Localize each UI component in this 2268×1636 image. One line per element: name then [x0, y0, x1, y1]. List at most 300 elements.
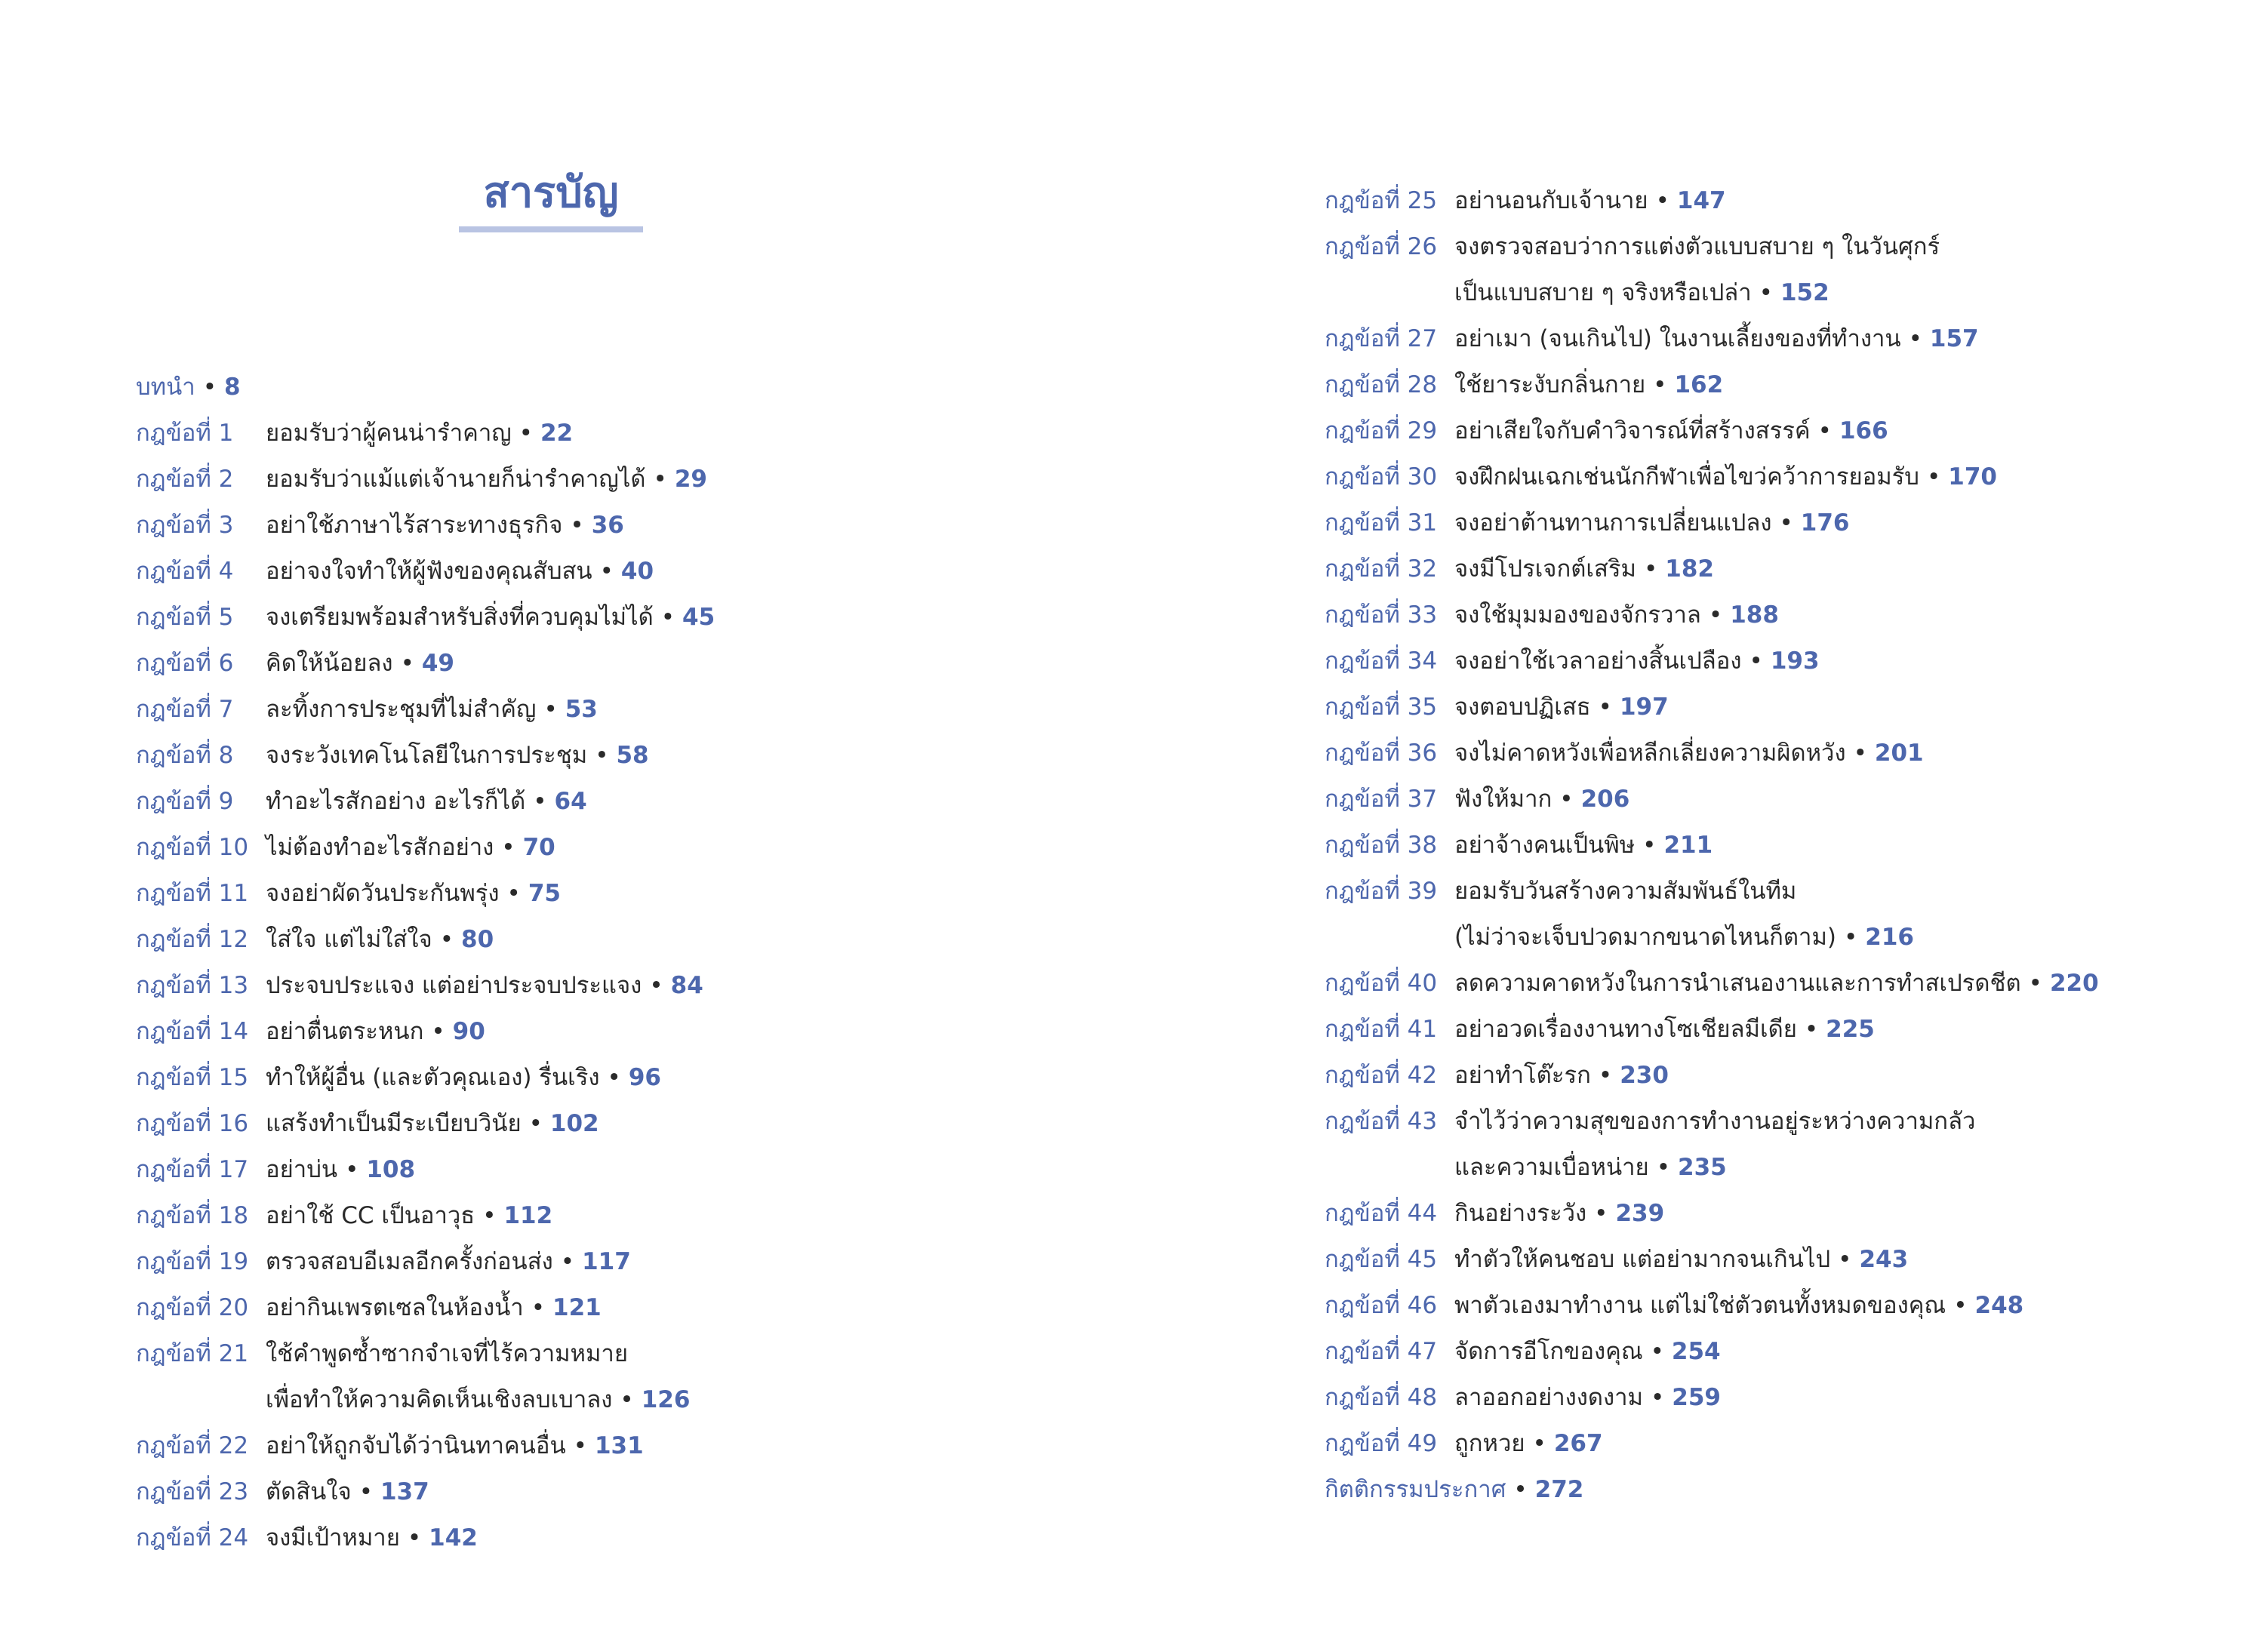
entry-separator: • — [1853, 740, 1867, 767]
entry-page-number: 230 — [1620, 1062, 1669, 1089]
toc-entry[interactable] — [136, 917, 494, 962]
entry-separator: • — [533, 788, 547, 815]
entry-page-number: 8 — [224, 374, 241, 401]
toc-entry[interactable] — [1325, 1421, 1603, 1466]
entry-title: จงตอบปฏิเสธ — [1454, 693, 1591, 721]
entry-title-line — [266, 1009, 485, 1055]
entry-title-block — [266, 595, 715, 641]
entry-label: กฎข้อที่ 16 — [136, 1110, 249, 1137]
entry-title-block — [266, 641, 454, 687]
entry-title-line — [266, 549, 654, 595]
toc-entry[interactable] — [1325, 316, 1979, 361]
entry-label: กฎข้อที่ 7 — [136, 696, 234, 723]
entry-separator: • — [1559, 786, 1574, 813]
toc-entry[interactable] — [1325, 1237, 1908, 1282]
entry-title-block — [1454, 408, 1888, 454]
entry-title-line — [266, 825, 555, 871]
toc-entry[interactable] — [1325, 684, 1669, 730]
entry-title: อย่าอวดเรื่องงานทางโซเชียลมีเดีย — [1454, 1016, 1797, 1043]
entry-label: กฎข้อที่ 41 — [1325, 1016, 1438, 1043]
toc-entry[interactable] — [136, 1423, 644, 1468]
toc-entry[interactable] — [1325, 1053, 1669, 1098]
entry-page-number: 157 — [1929, 325, 1979, 352]
entry-title-line — [1454, 1237, 1908, 1283]
entry-label: กฎข้อที่ 23 — [136, 1478, 249, 1505]
toc-entry[interactable] — [136, 595, 715, 640]
entry-title-block — [1454, 1375, 1721, 1421]
entry-label: กฎข้อที่ 42 — [1325, 1062, 1438, 1089]
toc-entry[interactable] — [136, 1193, 552, 1238]
entry-title-line — [266, 457, 707, 503]
entry-title-block — [1454, 1007, 1875, 1053]
entry-title: ตรวจสอบอีเมลอีกครั้งก่อนส่ง — [266, 1248, 553, 1275]
entry-label: กฎข้อที่ 3 — [136, 512, 234, 539]
entry-page-number: 22 — [540, 420, 574, 447]
entry-label: กฎข้อที่ 22 — [136, 1432, 249, 1459]
entry-separator: • — [1817, 417, 1832, 444]
entry-page-number: 201 — [1874, 740, 1924, 767]
entry-title: ลดความคาดหวังในการนำเสนองานและการทำสเปรดชีต — [1454, 970, 2021, 997]
entry-page-number: 102 — [549, 1110, 599, 1137]
entry-title-line — [1454, 592, 1779, 638]
entry-separator: • — [599, 558, 614, 585]
entry-separator: • — [1532, 1430, 1546, 1457]
entry-label: กฎข้อที่ 20 — [136, 1294, 249, 1321]
entry-separator: • — [1650, 1338, 1664, 1365]
entry-label: กฎข้อที่ 4 — [136, 558, 234, 585]
entry-page-number: 108 — [366, 1156, 416, 1183]
toc-entry[interactable] — [1325, 546, 1714, 592]
entry-title-block — [266, 1285, 602, 1331]
entry-page-number: 49 — [421, 650, 454, 677]
toc-entry[interactable] — [136, 963, 703, 1008]
entry-label: กิตติกรรมประกาศ — [1325, 1476, 1506, 1503]
entry-title-block — [1454, 1283, 2023, 1329]
entry-separator: • — [1708, 601, 1723, 629]
entry-separator: • — [1953, 1292, 1968, 1319]
entry-title-block — [1454, 961, 2099, 1007]
entry-title-block — [266, 1147, 415, 1193]
entry-page-number: 272 — [1534, 1476, 1584, 1503]
entry-label: กฎข้อที่ 44 — [1325, 1200, 1438, 1227]
entry-title: ยอมรับว่าแม้แต่เจ้านายก็น่ารำคาญได้ — [266, 466, 646, 493]
toc-entry[interactable] — [136, 411, 573, 456]
entry-title-line — [1454, 915, 1914, 961]
entry-title-line — [266, 1285, 602, 1331]
entry-title: จงฝึกฝนเฉกเช่นนักกีฬาเพื่อไขว่คว้าการยอมรับ — [1454, 463, 1919, 490]
entry-title: ถูกหวย — [1454, 1430, 1525, 1457]
entry-separator: • — [1598, 1062, 1613, 1089]
entry-title-line — [266, 1147, 415, 1193]
entry-title-block — [266, 411, 573, 457]
entry-title-line — [1454, 1375, 1721, 1421]
entry-separator: • — [519, 420, 533, 447]
entry-title-block — [266, 733, 649, 779]
toc-entry[interactable] — [136, 871, 561, 916]
entry-label: กฎข้อที่ 13 — [136, 972, 249, 999]
entry-separator: • — [1594, 1200, 1608, 1227]
entry-page-number: 254 — [1671, 1338, 1721, 1365]
entry-page-number: 58 — [616, 742, 649, 769]
entry-title-line — [1454, 224, 1940, 270]
entry-title: และความเบื่อหน่าย — [1454, 1154, 1649, 1181]
entry-page-number: 176 — [1800, 509, 1850, 537]
entry-separator: • — [1655, 187, 1669, 214]
entry-label: กฎข้อที่ 40 — [1325, 970, 1438, 997]
entry-label: กฎข้อที่ 12 — [136, 926, 249, 953]
entry-title-block — [1454, 500, 1850, 546]
entry-title: ใส่ใจ แต่ไม่ใส่ใจ — [266, 926, 432, 953]
entry-title-line — [266, 963, 703, 1009]
toc-entry[interactable] — [136, 779, 587, 824]
toc-entry[interactable] — [1325, 1375, 1721, 1420]
entry-separator: • — [1643, 555, 1658, 583]
entry-label: กฎข้อที่ 24 — [136, 1524, 249, 1551]
entry-title-line — [1454, 638, 1820, 684]
toc-entry[interactable] — [136, 457, 707, 502]
entry-title: แสร้งทำเป็นมีระเบียบวินัย — [266, 1110, 522, 1137]
entry-title-line — [1454, 362, 1723, 408]
entry-separator: • — [501, 834, 515, 861]
toc-entry[interactable] — [136, 825, 555, 870]
entry-label: กฎข้อที่ 2 — [136, 466, 234, 493]
entry-page-number: 121 — [552, 1294, 602, 1321]
entry-page-number: 216 — [1865, 924, 1915, 951]
entry-page-number: 162 — [1674, 371, 1724, 398]
entry-separator: • — [1656, 1154, 1670, 1181]
entry-title-block — [266, 1469, 429, 1515]
entry-title-line — [266, 917, 494, 963]
toc-entry[interactable] — [136, 364, 241, 410]
entry-title: กินอย่างระวัง — [1454, 1200, 1587, 1227]
entry-title-line — [1454, 270, 1940, 316]
entry-title: จงมีโปรเจกต์เสริม — [1454, 555, 1636, 583]
entry-title-block — [266, 1101, 599, 1147]
entry-separator: • — [543, 696, 558, 723]
toc-entry[interactable] — [136, 1009, 485, 1054]
entry-title-block — [1454, 362, 1723, 408]
toc-entry[interactable] — [136, 1515, 478, 1561]
entry-title: จงไม่คาดหวังเพื่อหลีกเลี่ยงความผิดหวัง — [1454, 740, 1846, 767]
entry-label: กฎข้อที่ 36 — [1325, 740, 1438, 767]
entry-title-line — [266, 1423, 644, 1469]
entry-title-line — [1454, 869, 1914, 915]
entry-title-line — [1454, 1329, 1721, 1375]
entry-separator: • — [359, 1478, 373, 1505]
entry-title-block — [1454, 638, 1820, 684]
entry-separator: • — [570, 512, 584, 539]
toc-entry[interactable] — [1325, 1007, 1875, 1052]
entry-label: กฎข้อที่ 14 — [136, 1018, 249, 1045]
entry-page-number: 243 — [1859, 1246, 1909, 1273]
entry-label: กฎข้อที่ 1 — [136, 420, 234, 447]
entry-separator: • — [620, 1386, 634, 1413]
entry-title: ทำอะไรสักอย่าง อะไรก็ได้ — [266, 788, 526, 815]
entry-title: อย่าใช้ภาษาไร้สาระทางธุรกิจ — [266, 512, 563, 539]
toc-entry[interactable] — [1325, 823, 1713, 868]
entry-page-number: 152 — [1780, 279, 1829, 306]
entry-title-line — [1454, 1421, 1603, 1467]
entry-label: กฎข้อที่ 34 — [1325, 647, 1438, 675]
toc-entry[interactable] — [1325, 776, 1629, 822]
entry-page-number: 96 — [628, 1064, 661, 1091]
entry-title-line — [266, 641, 454, 687]
toc-entry[interactable] — [136, 1239, 631, 1284]
entry-title: เป็นแบบสบาย ๆ จริงหรือเปล่า — [1454, 279, 1752, 306]
toc-entry[interactable] — [136, 733, 649, 778]
entry-title: ประจบประแจง แต่อย่าประจบประแจง — [266, 972, 642, 999]
entry-label: กฎข้อที่ 48 — [1325, 1384, 1438, 1411]
entry-label: กฎข้อที่ 26 — [1325, 233, 1438, 260]
entry-title: อย่าตื่นตระหนก — [266, 1018, 424, 1045]
entry-title-block — [1454, 316, 1979, 362]
toc-entry[interactable] — [1325, 1467, 1583, 1512]
entry-label: กฎข้อที่ 46 — [1325, 1292, 1438, 1319]
entry-page-number: 206 — [1580, 786, 1630, 813]
entry-page-number: 29 — [674, 466, 707, 493]
entry-label: กฎข้อที่ 47 — [1325, 1338, 1438, 1365]
entry-title: อย่าบ่น — [266, 1156, 338, 1183]
entry-page-number: 126 — [641, 1386, 691, 1413]
entry-separator: • — [528, 1110, 543, 1137]
entry-title: อย่าเสียใจกับคำวิจารณ์ที่สร้างสรรค์ — [1454, 417, 1811, 444]
toc-entry[interactable] — [136, 1469, 429, 1515]
entry-page-number: 90 — [452, 1018, 485, 1045]
entry-label: กฎข้อที่ 30 — [1325, 463, 1438, 490]
entry-label: กฎข้อที่ 33 — [1325, 601, 1438, 629]
entry-title-block — [266, 457, 707, 503]
entry-title-line — [1454, 1283, 2023, 1329]
entry-separator: • — [1838, 1246, 1852, 1273]
entry-separator: • — [1804, 1016, 1819, 1043]
entry-title: อย่าใช้ CC เป็นอาวุธ — [266, 1202, 475, 1229]
entry-title: ไม่ต้องทำอะไรสักอย่าง — [266, 834, 494, 861]
page-title: สารบัญ — [483, 168, 619, 217]
entry-title-block — [266, 917, 494, 963]
entry-page-number: 64 — [554, 788, 587, 815]
entry-title-line — [266, 595, 715, 641]
entry-title: จงอย่าผัดวันประกันพรุ่ง — [266, 880, 500, 907]
entry-title-line — [266, 411, 573, 457]
entry-title-block — [266, 1423, 644, 1469]
entry-title-block — [266, 779, 587, 825]
entry-title: อย่าจงใจทำให้ผู้ฟังของคุณสับสน — [266, 558, 592, 585]
entry-title-line — [266, 1331, 690, 1377]
entry-page-number: 259 — [1672, 1384, 1721, 1411]
entry-title-block — [1454, 869, 1914, 961]
entry-title-block — [266, 871, 561, 917]
entry-title-line — [1454, 730, 1924, 776]
entry-page-number: 197 — [1619, 693, 1669, 721]
entry-page-number: 84 — [670, 972, 703, 999]
entry-separator: • — [439, 926, 454, 953]
entry-page-number: 75 — [528, 880, 561, 907]
entry-page-number: 36 — [591, 512, 624, 539]
entry-page-number: 211 — [1663, 832, 1713, 859]
entry-label: กฎข้อที่ 9 — [136, 788, 234, 815]
entry-title: จงระวังเทคโนโลยีในการประชุม — [266, 742, 588, 769]
entry-title-block — [1454, 1099, 1975, 1191]
entry-title-block — [266, 1331, 690, 1423]
toc-entry[interactable] — [1325, 408, 1888, 454]
entry-title-line — [1454, 1053, 1669, 1099]
entry-label: กฎข้อที่ 39 — [1325, 878, 1438, 905]
entry-title: จงใช้มุมมองของจักรวาล — [1454, 601, 1701, 629]
toc-entry[interactable] — [1325, 1191, 1664, 1236]
toc-entry[interactable] — [1325, 1329, 1721, 1374]
entry-title-line — [266, 1101, 599, 1147]
entry-title-line — [266, 733, 649, 779]
entry-page-number: 45 — [682, 604, 715, 631]
entry-title: จงอย่าใช้เวลาอย่างสิ้นเปลือง — [1454, 647, 1742, 675]
entry-title-line — [266, 687, 598, 733]
entry-separator: • — [1653, 371, 1667, 398]
entry-page-number: 239 — [1615, 1200, 1665, 1227]
entry-title-line — [266, 503, 624, 549]
entry-title-block — [1454, 1053, 1669, 1099]
entry-title-block — [1454, 823, 1713, 869]
entry-page-number: 70 — [522, 834, 555, 861]
entry-title-line — [266, 779, 587, 825]
toc-entry[interactable] — [1325, 454, 1997, 500]
entry-separator: • — [1908, 325, 1922, 352]
entry-label: กฎข้อที่ 32 — [1325, 555, 1438, 583]
entry-title-line — [266, 1377, 690, 1423]
entry-title-line — [266, 1193, 552, 1239]
toc-entry[interactable] — [136, 641, 454, 686]
entry-title-line — [266, 871, 561, 917]
entry-title-block — [266, 1515, 478, 1561]
entry-title: ลาออกอย่างงดงาม — [1454, 1384, 1643, 1411]
toc-entry[interactable] — [136, 503, 624, 548]
entry-label: กฎข้อที่ 27 — [1325, 325, 1438, 352]
toc-entry[interactable] — [136, 1055, 661, 1100]
entry-title-block — [266, 1193, 552, 1239]
entry-title-line — [266, 1239, 631, 1285]
toc-entry[interactable] — [136, 1101, 599, 1146]
entry-title: ตัดสินใจ — [266, 1478, 352, 1505]
entry-title: ทำให้ผู้อื่น (และตัวคุณเอง) รื่นเริง — [266, 1064, 600, 1091]
entry-page-number: 220 — [2049, 970, 2099, 997]
toc-entry[interactable] — [1325, 869, 1915, 951]
entry-separator: • — [649, 972, 663, 999]
entry-title: ยอมรับวันสร้างความสัมพันธ์ในทีม — [1454, 878, 1797, 905]
entry-title: อย่าทำโต๊ะรก — [1454, 1062, 1591, 1089]
entry-title-block — [1454, 1191, 1664, 1237]
entry-title-block — [1454, 730, 1924, 776]
toc-entry[interactable] — [1325, 500, 1850, 546]
entry-title-line — [1454, 776, 1629, 823]
entry-label: กฎข้อที่ 19 — [136, 1248, 249, 1275]
entry-title-block — [1454, 546, 1714, 592]
entry-separator: • — [1749, 647, 1763, 675]
entry-title-line — [1454, 178, 1726, 224]
entry-title: ฟังให้มาก — [1454, 786, 1553, 813]
entry-title-block — [1454, 454, 1997, 500]
entry-page-number: 267 — [1553, 1430, 1603, 1457]
toc-entry[interactable] — [1325, 592, 1779, 638]
entry-separator: • — [506, 880, 521, 907]
entry-title-line — [1454, 316, 1979, 362]
entry-page-number: 147 — [1676, 187, 1726, 214]
entry-title-line — [1454, 684, 1669, 730]
entry-title-block — [1454, 776, 1629, 823]
entry-title-line — [1454, 961, 2099, 1007]
toc-entry[interactable] — [1325, 961, 2099, 1006]
entry-page-number: 170 — [1948, 463, 1998, 490]
entry-title: อย่ากินเพรตเซลในห้องน้ำ — [266, 1294, 524, 1321]
entry-title: คิดให้น้อยลง — [266, 650, 393, 677]
entry-separator: • — [431, 1018, 445, 1045]
entry-title: จงตรวจสอบว่าการแต่งตัวแบบสบาย ๆ ในวันศุกร์ — [1454, 233, 1940, 260]
entry-title-line — [1454, 454, 1997, 500]
entry-separator: • — [653, 466, 667, 493]
entry-label: กฎข้อที่ 17 — [136, 1156, 249, 1183]
toc-entry[interactable] — [1325, 178, 1726, 223]
entry-label: กฎข้อที่ 21 — [136, 1340, 249, 1367]
entry-label: บทนำ — [136, 374, 195, 401]
toc-entry[interactable] — [136, 687, 598, 732]
entry-title-line — [266, 1515, 478, 1561]
entry-title-line — [1454, 500, 1850, 546]
entry-title-block — [266, 1009, 485, 1055]
toc-entry[interactable] — [1325, 638, 1820, 684]
toc-entry[interactable] — [136, 1147, 415, 1192]
entry-label: กฎข้อที่ 18 — [136, 1202, 249, 1229]
entry-label: กฎข้อที่ 38 — [1325, 832, 1438, 859]
entry-title: อย่าให้ถูกจับได้ว่านินทาคนอื่น — [266, 1432, 566, 1459]
entry-title-block — [1454, 1237, 1908, 1283]
entry-title-block — [1454, 1329, 1721, 1375]
entry-title-line — [1454, 1145, 1975, 1191]
toc-entry[interactable] — [136, 1331, 691, 1413]
entry-title-line — [1454, 546, 1714, 592]
entry-page-number: 137 — [380, 1478, 429, 1505]
entry-title-block — [266, 549, 654, 595]
toc-entry[interactable] — [136, 549, 654, 594]
entry-label: กฎข้อที่ 8 — [136, 742, 234, 769]
entry-title-line — [1454, 408, 1888, 454]
entry-separator: • — [400, 650, 414, 677]
title-underline — [459, 226, 643, 232]
toc-entry[interactable] — [1325, 1283, 2023, 1328]
toc-entry[interactable] — [1325, 1099, 1976, 1181]
entry-label: กฎข้อที่ 35 — [1325, 693, 1438, 721]
toc-entry[interactable] — [1325, 362, 1723, 407]
entry-page-number: 188 — [1730, 601, 1779, 629]
entry-separator: • — [202, 374, 217, 401]
entry-label: กฎข้อที่ 5 — [136, 604, 234, 631]
entry-title: อย่าเมา (จนเกินไป) ในงานเลี้ยงของที่ทำงาน — [1454, 325, 1901, 352]
toc-entry[interactable] — [136, 1285, 602, 1330]
entry-page-number: 166 — [1839, 417, 1888, 444]
entry-title-line — [1454, 1099, 1975, 1145]
toc-entry[interactable] — [1325, 224, 1940, 306]
entry-title-block — [266, 1055, 661, 1101]
entry-title-block — [266, 503, 624, 549]
entry-separator: • — [1759, 279, 1773, 306]
toc-entry[interactable] — [1325, 730, 1924, 776]
entry-title-block — [1454, 684, 1669, 730]
entry-title: เพื่อทำให้ความคิดเห็นเชิงลบเบาลง — [266, 1386, 613, 1413]
entry-separator: • — [407, 1524, 422, 1551]
entry-title: ละทิ้งการประชุมที่ไม่สำคัญ — [266, 696, 537, 723]
entry-page-number: 80 — [461, 926, 494, 953]
entry-title: อย่าจ้างคนเป็นพิษ — [1454, 832, 1636, 859]
entry-title-line — [266, 1469, 429, 1515]
entry-title-block — [266, 825, 555, 871]
entry-page-number: 193 — [1770, 647, 1820, 675]
